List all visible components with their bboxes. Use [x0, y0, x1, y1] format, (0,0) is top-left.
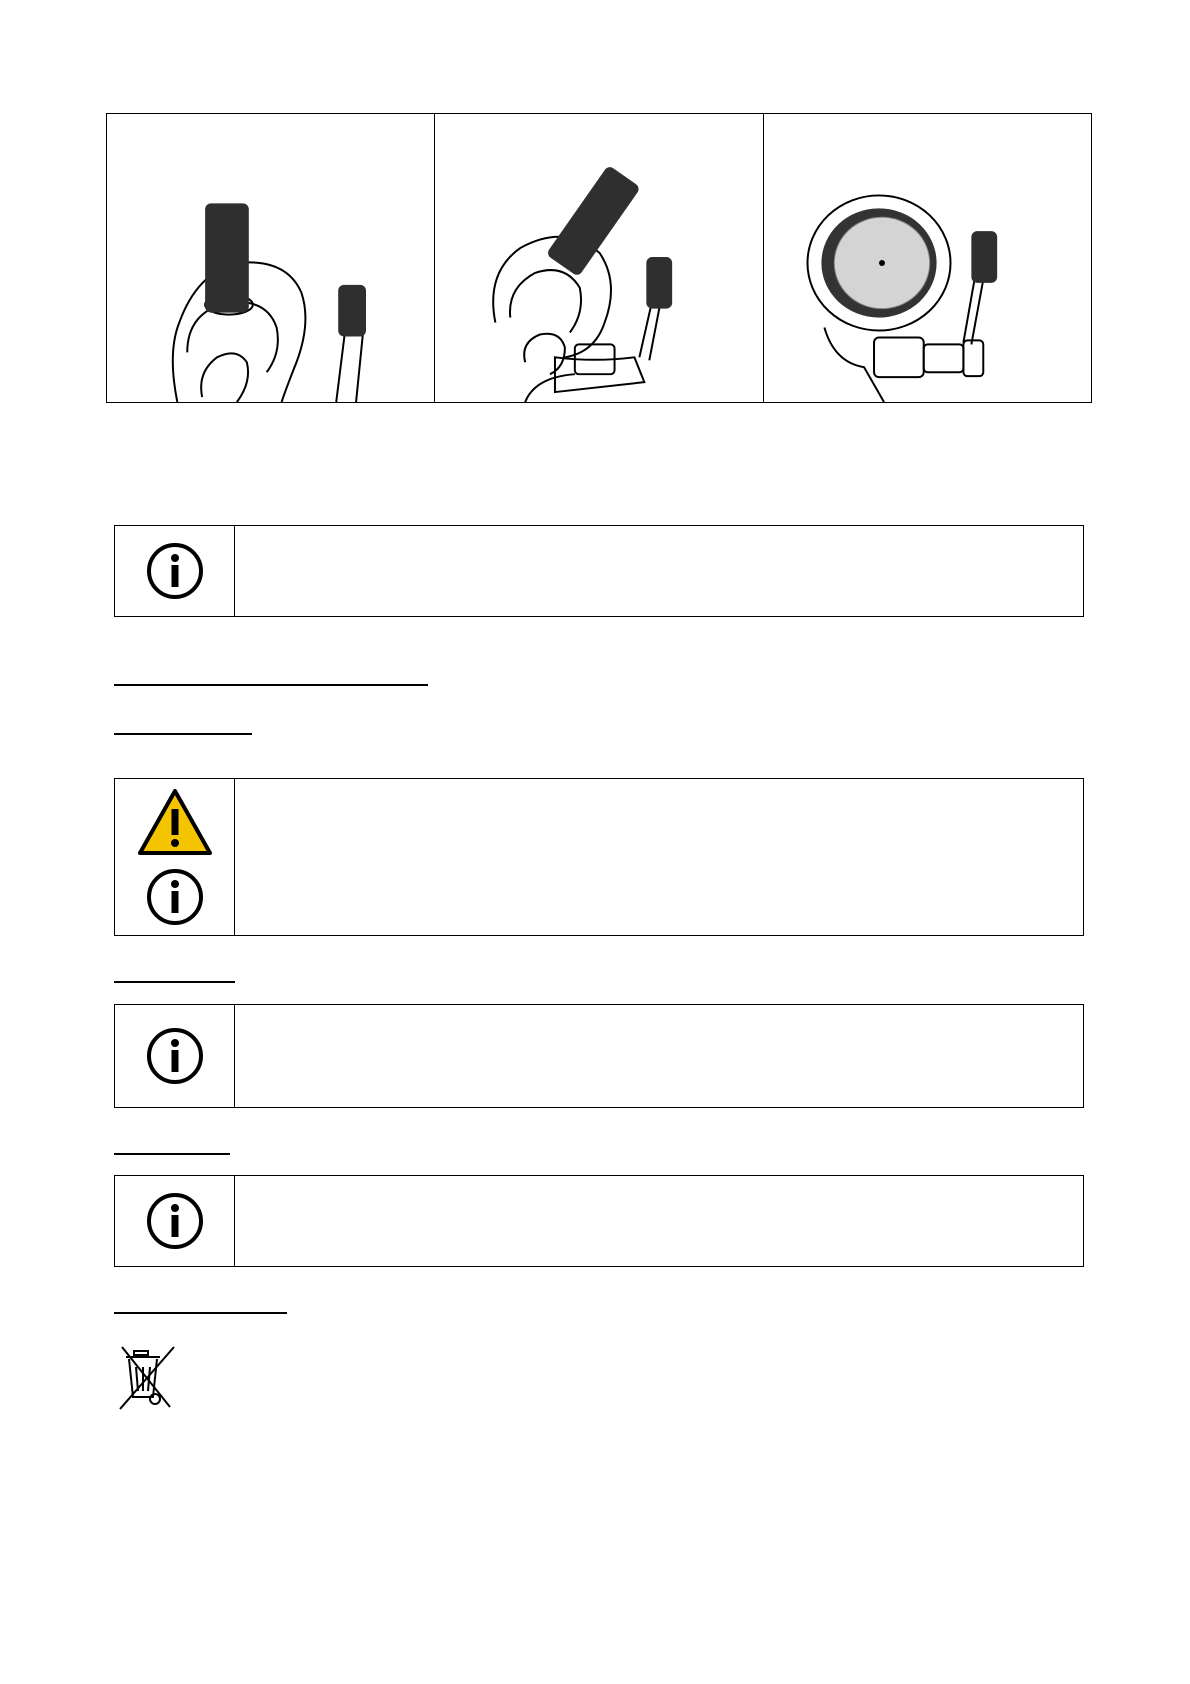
info-note-3 — [114, 1004, 1084, 1108]
info-icon — [145, 1191, 205, 1251]
note-icon-column — [115, 1005, 235, 1107]
note-text — [235, 1176, 1083, 1266]
note-text — [235, 1005, 1083, 1107]
note-text — [235, 779, 1083, 935]
info-icon — [145, 1026, 205, 1086]
portafilter-rotate-illustration — [435, 114, 762, 402]
figure-cell-3 — [764, 114, 1091, 402]
section-heading — [114, 680, 428, 686]
illustration-table — [106, 113, 1092, 403]
note-text — [235, 526, 1083, 616]
weee-crossed-bin-icon — [118, 1345, 176, 1411]
portafilter-insert-illustration — [107, 114, 434, 402]
figure-cell-2 — [435, 114, 763, 402]
figure-cell-1 — [107, 114, 435, 402]
note-icon-column — [115, 1176, 235, 1266]
note-icon-column — [115, 526, 235, 616]
info-note-1 — [114, 525, 1084, 617]
info-note-4 — [114, 1175, 1084, 1267]
warning-note — [114, 778, 1084, 936]
info-icon — [145, 541, 205, 601]
subsection-heading-4 — [114, 1308, 287, 1314]
note-icon-column — [115, 779, 235, 935]
subsection-heading-3 — [114, 1149, 230, 1155]
subsection-heading-2 — [114, 977, 235, 983]
group-head-shower-screen-illustration — [764, 114, 1091, 402]
info-icon — [145, 867, 205, 927]
warning-icon — [136, 787, 214, 857]
subsection-heading-1 — [114, 729, 252, 735]
